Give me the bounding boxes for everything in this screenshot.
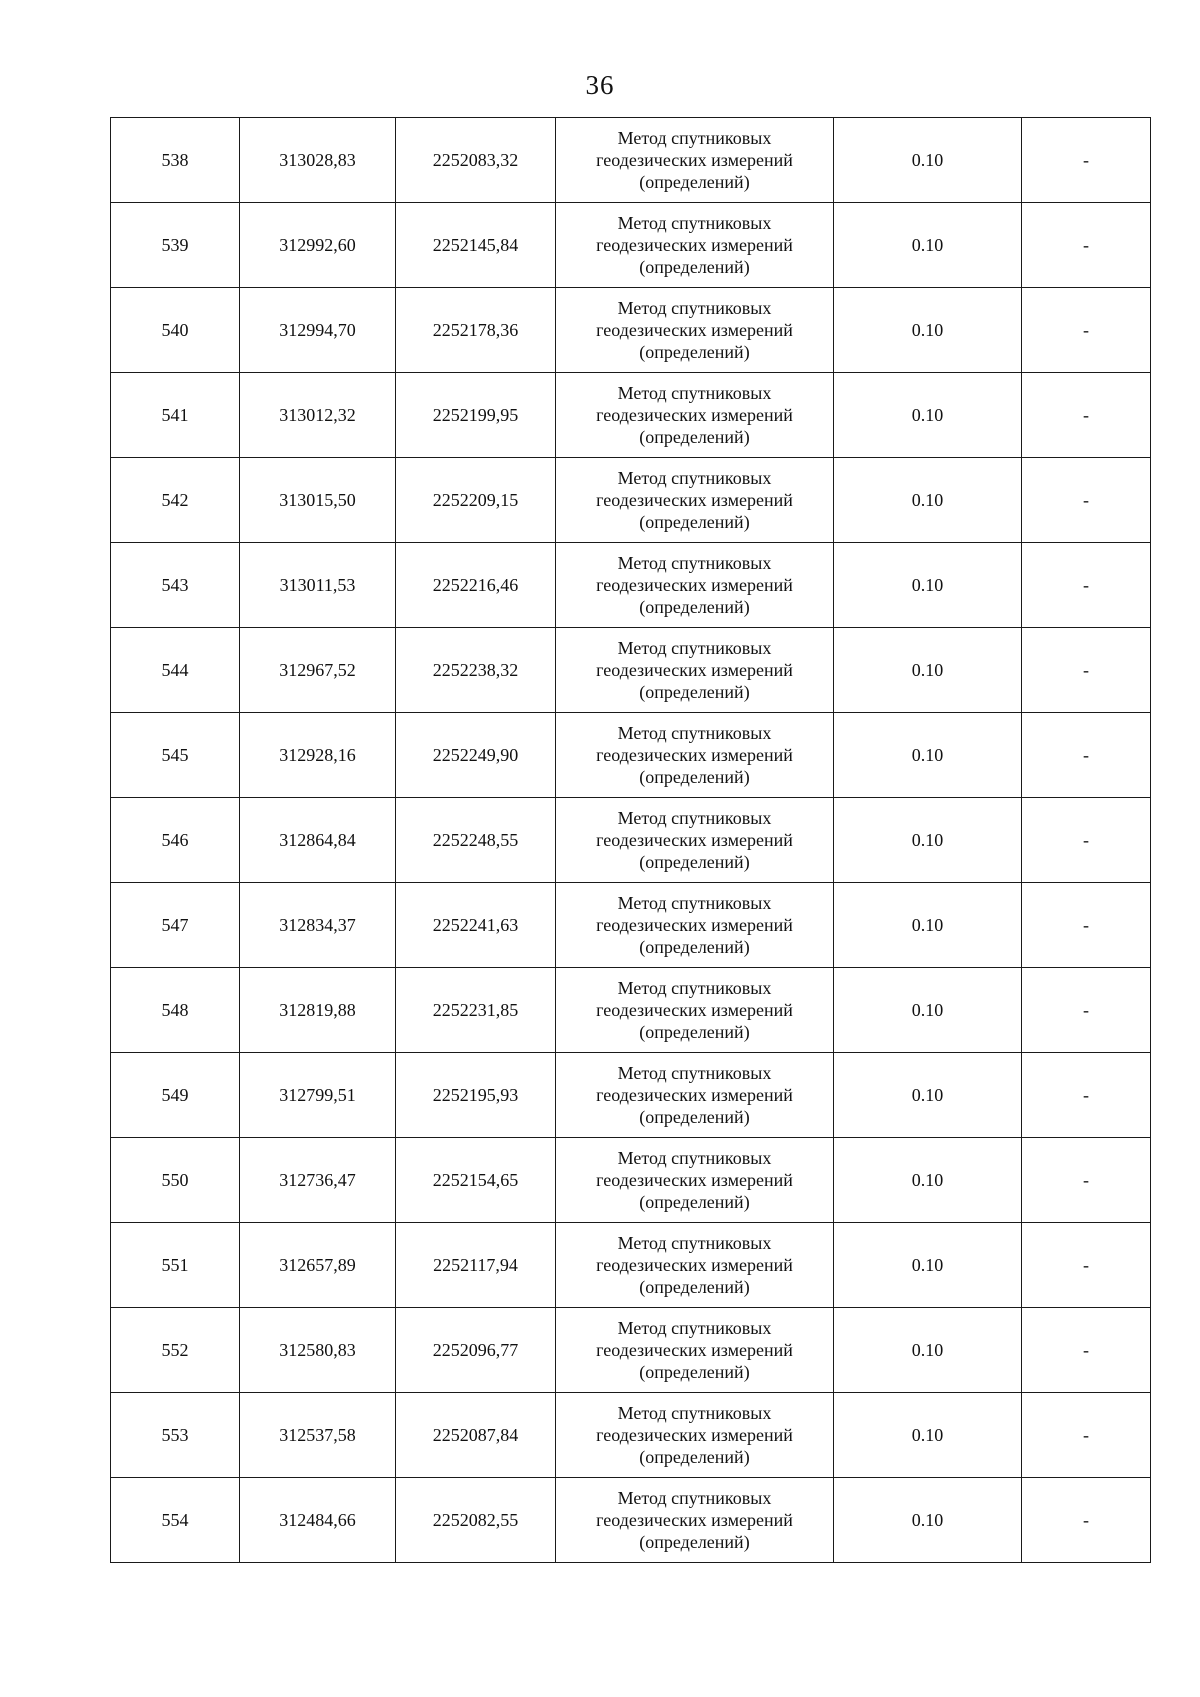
point-number-cell: 546 — [111, 798, 240, 883]
precision-cell: 0.10 — [834, 968, 1022, 1053]
method-cell — [556, 458, 834, 543]
method-line: Метод спутниковых — [617, 808, 772, 828]
method-line: геодезических измерений — [596, 575, 793, 595]
method-line: Метод спутниковых — [617, 638, 772, 658]
method-line: геодезических измерений — [596, 1000, 793, 1020]
method-line: Метод спутниковых — [617, 1318, 772, 1338]
method-line: геодезических измерений — [596, 915, 793, 935]
y-coordinate-cell: 2252241,63 — [396, 883, 556, 968]
method-cell — [556, 628, 834, 713]
method-cell — [556, 543, 834, 628]
y-coordinate-cell: 2252154,65 — [396, 1138, 556, 1223]
point-number-cell: 547 — [111, 883, 240, 968]
x-coordinate-cell: 312799,51 — [240, 1053, 396, 1138]
y-coordinate-cell: 2252249,90 — [396, 713, 556, 798]
precision-cell: 0.10 — [834, 883, 1022, 968]
method-cell — [556, 1223, 834, 1308]
note-cell: - — [1022, 118, 1151, 203]
x-coordinate-cell: 312994,70 — [240, 288, 396, 373]
precision-cell: 0.10 — [834, 1223, 1022, 1308]
method-line: Метод спутниковых — [617, 128, 772, 148]
method-cell — [556, 1478, 834, 1563]
method-line: Метод спутниковых — [617, 213, 772, 233]
note-cell: - — [1022, 1308, 1151, 1393]
y-coordinate-cell: 2252117,94 — [396, 1223, 556, 1308]
method-cell — [556, 118, 834, 203]
method-cell — [556, 1053, 834, 1138]
y-coordinate-cell: 2252231,85 — [396, 968, 556, 1053]
method-line: (определений) — [639, 257, 750, 277]
table-row — [111, 1223, 1151, 1308]
method-line: геодезических измерений — [596, 745, 793, 765]
method-line: Метод спутниковых — [617, 298, 772, 318]
method-line: геодезических измерений — [596, 1255, 793, 1275]
x-coordinate-cell: 313011,53 — [240, 543, 396, 628]
method-line: Метод спутниковых — [617, 383, 772, 403]
method-line: Метод спутниковых — [617, 893, 772, 913]
y-coordinate-cell: 2252209,15 — [396, 458, 556, 543]
note-cell: - — [1022, 1478, 1151, 1563]
method-line: геодезических измерений — [596, 1085, 793, 1105]
method-line: (определений) — [639, 682, 750, 702]
method-line: (определений) — [639, 597, 750, 617]
method-line: (определений) — [639, 1277, 750, 1297]
method-line: геодезических измерений — [596, 1170, 793, 1190]
table-row — [111, 1308, 1151, 1393]
method-line: геодезических измерений — [596, 660, 793, 680]
y-coordinate-cell: 2252096,77 — [396, 1308, 556, 1393]
point-number-cell: 552 — [111, 1308, 240, 1393]
method-cell — [556, 373, 834, 458]
method-line: геодезических измерений — [596, 490, 793, 510]
table-row — [111, 798, 1151, 883]
point-number-cell: 553 — [111, 1393, 240, 1478]
method-line: Метод спутниковых — [617, 1233, 772, 1253]
y-coordinate-cell: 2252082,55 — [396, 1478, 556, 1563]
precision-cell: 0.10 — [834, 1478, 1022, 1563]
note-cell: - — [1022, 1138, 1151, 1223]
table-row — [111, 968, 1151, 1053]
method-line: Метод спутниковых — [617, 1148, 772, 1168]
x-coordinate-cell: 313012,32 — [240, 373, 396, 458]
method-line: геодезических измерений — [596, 320, 793, 340]
method-cell — [556, 883, 834, 968]
point-number-cell: 542 — [111, 458, 240, 543]
method-cell — [556, 1308, 834, 1393]
x-coordinate-cell: 312864,84 — [240, 798, 396, 883]
precision-cell: 0.10 — [834, 798, 1022, 883]
method-line: (определений) — [639, 1362, 750, 1382]
y-coordinate-cell: 2252248,55 — [396, 798, 556, 883]
method-line: геодезических измерений — [596, 235, 793, 255]
point-number-cell: 550 — [111, 1138, 240, 1223]
note-cell: - — [1022, 458, 1151, 543]
method-line: Метод спутниковых — [617, 553, 772, 573]
point-number-cell: 545 — [111, 713, 240, 798]
x-coordinate-cell: 312537,58 — [240, 1393, 396, 1478]
precision-cell: 0.10 — [834, 288, 1022, 373]
method-line: Метод спутниковых — [617, 1488, 772, 1508]
method-line: (определений) — [639, 1107, 750, 1127]
precision-cell: 0.10 — [834, 1053, 1022, 1138]
x-coordinate-cell: 313015,50 — [240, 458, 396, 543]
x-coordinate-cell: 313028,83 — [240, 118, 396, 203]
y-coordinate-cell: 2252195,93 — [396, 1053, 556, 1138]
y-coordinate-cell: 2252216,46 — [396, 543, 556, 628]
note-cell: - — [1022, 1393, 1151, 1478]
precision-cell: 0.10 — [834, 713, 1022, 798]
note-cell: - — [1022, 713, 1151, 798]
method-line: Метод спутниковых — [617, 1403, 772, 1423]
y-coordinate-cell: 2252238,32 — [396, 628, 556, 713]
method-line: (определений) — [639, 172, 750, 192]
note-cell: - — [1022, 1223, 1151, 1308]
point-number-cell: 543 — [111, 543, 240, 628]
point-number-cell: 548 — [111, 968, 240, 1053]
x-coordinate-cell: 312992,60 — [240, 203, 396, 288]
point-number-cell: 541 — [111, 373, 240, 458]
method-line: (определений) — [639, 767, 750, 787]
x-coordinate-cell: 312657,89 — [240, 1223, 396, 1308]
method-cell — [556, 1393, 834, 1478]
precision-cell: 0.10 — [834, 118, 1022, 203]
method-line: геодезических измерений — [596, 405, 793, 425]
point-number-cell: 539 — [111, 203, 240, 288]
table-row — [111, 1393, 1151, 1478]
note-cell: - — [1022, 373, 1151, 458]
method-cell — [556, 203, 834, 288]
precision-cell: 0.10 — [834, 628, 1022, 713]
method-line: геодезических измерений — [596, 830, 793, 850]
note-cell: - — [1022, 543, 1151, 628]
precision-cell: 0.10 — [834, 543, 1022, 628]
method-line: (определений) — [639, 1192, 750, 1212]
y-coordinate-cell: 2252087,84 — [396, 1393, 556, 1478]
table-row — [111, 883, 1151, 968]
point-number-cell: 551 — [111, 1223, 240, 1308]
table-row — [111, 713, 1151, 798]
x-coordinate-cell: 312580,83 — [240, 1308, 396, 1393]
x-coordinate-cell: 312967,52 — [240, 628, 396, 713]
note-cell: - — [1022, 203, 1151, 288]
precision-cell: 0.10 — [834, 1138, 1022, 1223]
precision-cell: 0.10 — [834, 1308, 1022, 1393]
x-coordinate-cell: 312834,37 — [240, 883, 396, 968]
method-cell — [556, 288, 834, 373]
method-line: (определений) — [639, 937, 750, 957]
y-coordinate-cell: 2252178,36 — [396, 288, 556, 373]
method-line: Метод спутниковых — [617, 1063, 772, 1083]
method-line: Метод спутниковых — [617, 978, 772, 998]
method-line: Метод спутниковых — [617, 468, 772, 488]
precision-cell: 0.10 — [834, 458, 1022, 543]
point-number-cell: 538 — [111, 118, 240, 203]
y-coordinate-cell: 2252083,32 — [396, 118, 556, 203]
method-cell — [556, 968, 834, 1053]
method-line: (определений) — [639, 427, 750, 447]
table-row — [111, 543, 1151, 628]
table-row — [111, 288, 1151, 373]
method-line: (определений) — [639, 512, 750, 532]
y-coordinate-cell: 2252145,84 — [396, 203, 556, 288]
table-row — [111, 1138, 1151, 1223]
table-row — [111, 458, 1151, 543]
y-coordinate-cell: 2252199,95 — [396, 373, 556, 458]
table-row — [111, 203, 1151, 288]
precision-cell: 0.10 — [834, 1393, 1022, 1478]
method-line: (определений) — [639, 1447, 750, 1467]
method-line: (определений) — [639, 852, 750, 872]
method-cell — [556, 713, 834, 798]
coordinates-table-body — [111, 118, 1151, 1563]
note-cell: - — [1022, 628, 1151, 713]
x-coordinate-cell: 312928,16 — [240, 713, 396, 798]
method-line: (определений) — [639, 342, 750, 362]
precision-cell: 0.10 — [834, 203, 1022, 288]
method-cell — [556, 798, 834, 883]
point-number-cell: 540 — [111, 288, 240, 373]
point-number-cell: 554 — [111, 1478, 240, 1563]
table-row — [111, 373, 1151, 458]
note-cell: - — [1022, 1053, 1151, 1138]
table-row — [111, 1053, 1151, 1138]
point-number-cell: 549 — [111, 1053, 240, 1138]
method-line: (определений) — [639, 1022, 750, 1042]
method-line: геодезических измерений — [596, 1510, 793, 1530]
method-line: геодезических измерений — [596, 1340, 793, 1360]
table-row — [111, 118, 1151, 203]
method-line: геодезических измерений — [596, 1425, 793, 1445]
method-line: (определений) — [639, 1532, 750, 1552]
method-line: Метод спутниковых — [617, 723, 772, 743]
note-cell: - — [1022, 883, 1151, 968]
coordinates-table — [110, 117, 1151, 1563]
note-cell: - — [1022, 288, 1151, 373]
table-row — [111, 628, 1151, 713]
page-number: 36 — [585, 70, 615, 100]
x-coordinate-cell: 312736,47 — [240, 1138, 396, 1223]
point-number-cell: 544 — [111, 628, 240, 713]
note-cell: - — [1022, 968, 1151, 1053]
precision-cell: 0.10 — [834, 373, 1022, 458]
x-coordinate-cell: 312484,66 — [240, 1478, 396, 1563]
table-row — [111, 1478, 1151, 1563]
method-line: геодезических измерений — [596, 150, 793, 170]
note-cell: - — [1022, 798, 1151, 883]
x-coordinate-cell: 312819,88 — [240, 968, 396, 1053]
method-cell — [556, 1138, 834, 1223]
